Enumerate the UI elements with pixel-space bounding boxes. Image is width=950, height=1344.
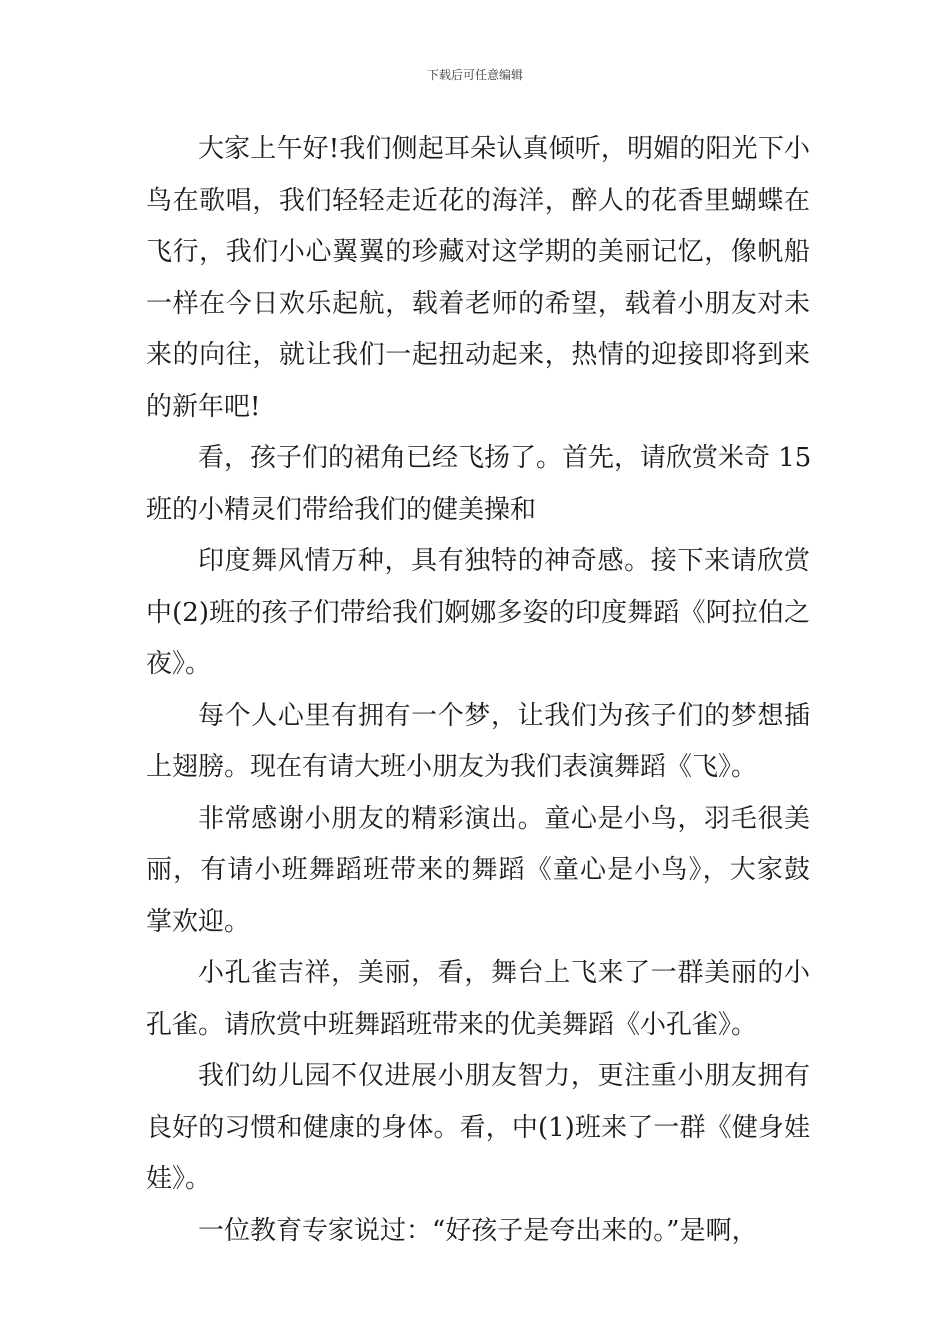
text-line: 一位教育专家说过：“好孩子是夸出来的。”是啊， [198, 1215, 758, 1246]
text-line: 看，孩子们的裙角已经飞扬了。首先，请欣赏米奇 15 [198, 443, 812, 473]
text-line: 来的向往，就让我们一起扭动起来，热情的迎接即将到来 [146, 340, 810, 370]
text-line: 中(2)班的孩子们带给我们婀娜多姿的印度舞蹈《阿拉伯之 [146, 597, 810, 628]
text-line: 孔雀。请欣赏中班舞蹈班带来的优美舞蹈《小孔雀》。 [146, 1009, 758, 1040]
text-line: 娃》。 [146, 1164, 212, 1194]
text-line: 的新年吧! [146, 391, 261, 422]
text-line: 非常感谢小朋友的精彩演出。童心是小鸟，羽毛很美 [198, 803, 810, 834]
text-line: 大家上午好!我们侧起耳朵认真倾听，明媚的阳光下小 [198, 134, 810, 164]
text-line: 印度舞风情万种，具有独特的神奇感。接下来请欣赏 [198, 546, 810, 576]
page-header: 下载后可任意编辑 [426, 68, 523, 82]
text-line: 良好的习惯和健康的身体。看，中(1)班来了一群《健身娃 [146, 1112, 810, 1143]
text-line: 每个人心里有拥有一个梦，让我们为孩子们的梦想插 [198, 700, 810, 731]
text-line: 夜》。 [146, 649, 212, 679]
text-line: 掌欢迎。 [146, 906, 251, 937]
text-line: 飞行，我们小心翼翼的珍藏对这学期的美丽记忆，像帆船 [146, 237, 810, 267]
text-line: 丽，有请小班舞蹈班带来的舞蹈《童心是小鸟》，大家鼓 [146, 855, 810, 885]
text-line: 小孔雀吉祥，美丽，看，舞台上飞来了一群美丽的小 [198, 958, 810, 988]
text-line: 我们幼儿园不仅进展小朋友智力，更注重小朋友拥有 [198, 1061, 810, 1091]
text-line: 一样在今日欢乐起航，载着老师的希望，载着小朋友对未 [146, 288, 810, 319]
text-line: 上翅膀。现在有请大班小朋友为我们表演舞蹈《飞》。 [146, 752, 758, 782]
text-line: 鸟在歌唱，我们轻轻走近花的海洋，醉人的花香里蝴蝶在 [146, 185, 810, 216]
text-line: 班的小精灵们带给我们的健美操和 [146, 494, 537, 525]
document-body [146, 124, 810, 1257]
